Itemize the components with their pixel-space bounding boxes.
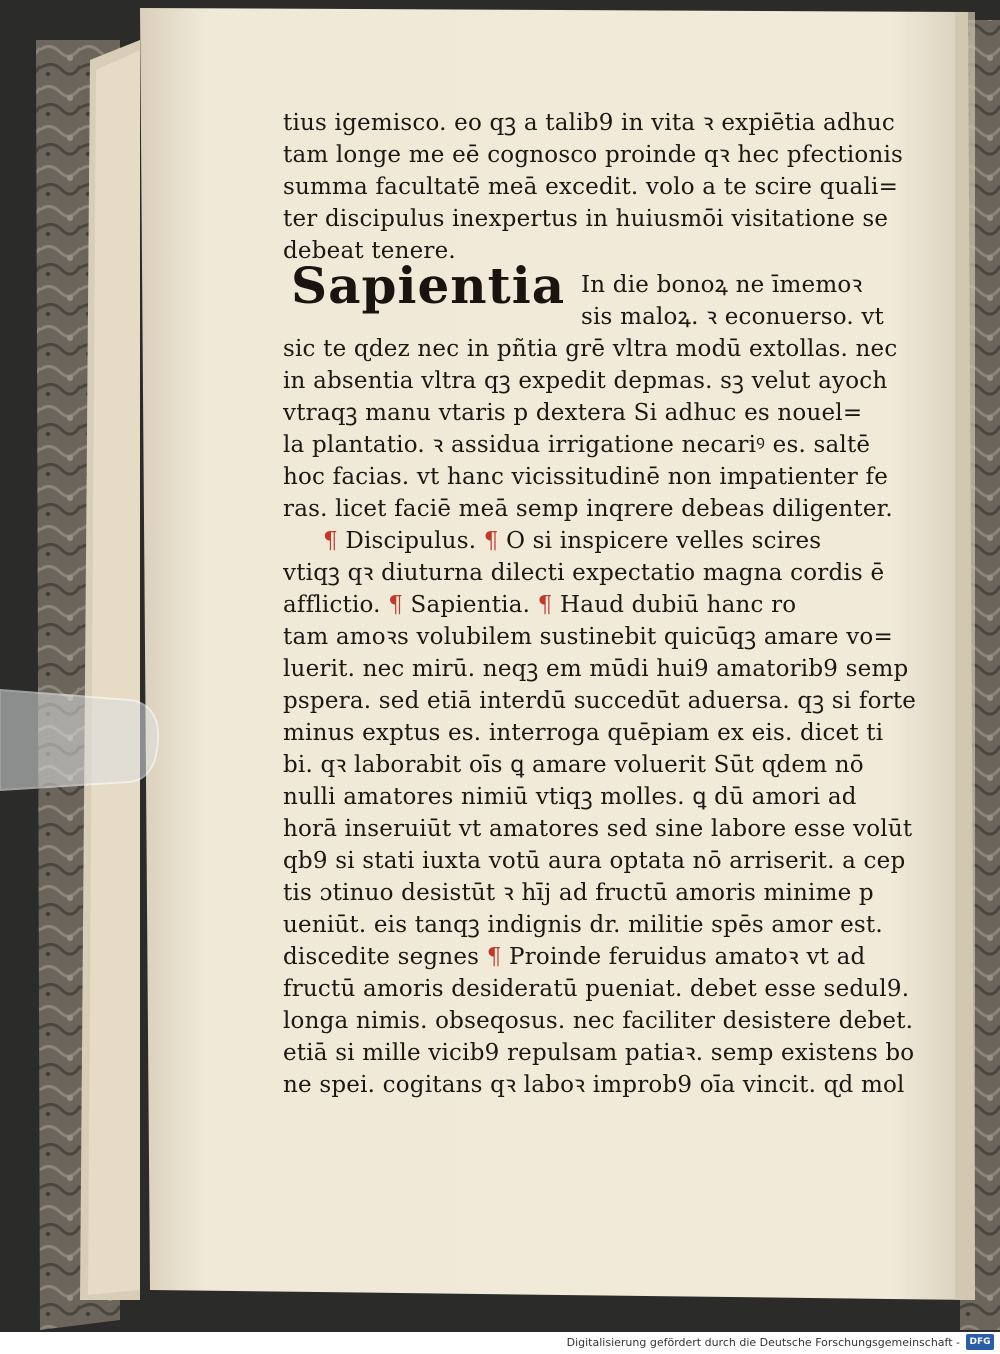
section-heading: Sapientia <box>291 256 566 315</box>
text-line: longa nimis. obseqosus. nec faciliter desistere debet. <box>283 1008 914 1034</box>
text-line: summa facultatē meā excedit. volo a te scire quali= <box>283 174 899 200</box>
funding-credit: Digitalisierung gefördert durch die Deutsche Forschungsgemeinschaft - <box>566 1336 960 1349</box>
text-line: luerit. nec mirū. neqꝫ em mūdi hui9 amatorib9 semp <box>283 656 909 682</box>
text-line: ras. licet faciē meā semp inqrere debeas diligenter. <box>283 496 893 522</box>
pilcrow-mark: ¶ <box>388 592 404 618</box>
text-line: nulli amatores nimiū vtiqꝫ molles. ꝗ dū amori ad <box>283 784 857 810</box>
text-line: ueniūt. eis tanqꝫ indignis dr. militie spēs amor est. <box>283 912 883 938</box>
pilcrow-mark: ¶ <box>323 528 338 554</box>
text-line: ter discipulus inexpertus in huiusmōi visitatione se <box>283 206 889 232</box>
text-line: bi. qꝛ laborabit oīs ꝗ amare voluerit Sūt ɋdem nō <box>283 752 864 778</box>
pilcrow-mark: ¶ <box>483 528 499 554</box>
text-line: qb9 si stati iuxta votū aura optata nō arriserit. a cep <box>283 848 906 874</box>
text-line: sic te ɋdez nec in pñtia grē vltra modū extollas. nec <box>283 336 898 362</box>
text-line: in absentia vltra qꝫ expedit depmas. sꝫ velut ayoch <box>283 368 888 394</box>
text-line: etiā si mille vicib9 repulsam patiaꝛ. semp existens bo <box>283 1040 915 1066</box>
text-line: ¶ Discipulus. ¶ O si inspicere velles scires <box>323 528 822 554</box>
text-line: In die bonoꝝ ne īmemoꝛ <box>581 272 863 298</box>
text-line: tis ɔtinuo desistūt ꝛ hīj ad fructū amoris minime p <box>283 880 874 906</box>
text-line: tam longe me eē cognosco proinde qꝛ hec pfectionis <box>283 142 904 168</box>
clamp <box>0 690 158 790</box>
text-line: vtraqꝫ manu vtaris p dextera Si adhuc es nouel= <box>283 400 863 426</box>
text-line: sis maloꝝ. ꝛ econuerso. vt <box>581 304 885 330</box>
text-line: vtiqꝫ qꝛ diuturna dilecti expectatio magna cordis ē <box>283 560 885 586</box>
text-line: afflictio. ¶ Sapientia. ¶ Haud dubiū hanc ro <box>283 592 797 618</box>
text-line: pspera. sed etiā interdū succedūt aduersa. qꝫ si forte <box>283 688 917 714</box>
text-line: ne spei. cogitans qꝛ laboꝛ improb9 oīa vincit. ɋd mol <box>283 1072 905 1098</box>
pilcrow-mark: ¶ <box>537 592 553 618</box>
dfg-logo: DFG <box>966 1334 994 1350</box>
text-line: tius igemisco. eo qꝫ a talib9 in vita ꝛ expiētia adhuc <box>283 110 895 136</box>
text-line: hoc facias. vt hanc vicissitudinē non impatienter fe <box>283 464 889 490</box>
pilcrow-mark: ¶ <box>486 944 502 970</box>
footer-bar <box>0 1332 1000 1354</box>
text-line: debeat tenere. <box>283 238 456 264</box>
text-line: discedite segnes ¶ Proinde feruidus amatoꝛ vt ad <box>283 944 866 970</box>
text-line: minus exptus es. interroga quēpiam ex eis. dicet ti <box>283 720 884 746</box>
text-line: fructū amoris desideratū pueniat. debet esse sedul9. <box>283 976 910 1002</box>
text-line: horā inseruiūt vt amatores sed sine labore esse volūt <box>283 816 913 842</box>
text-line: la plantatio. ꝛ assidua irrigatione necariꝰ es. saltē <box>283 432 871 458</box>
text-line: tam amoꝛs volubilem sustinebit quicūqꝫ amare vo= <box>283 624 893 650</box>
